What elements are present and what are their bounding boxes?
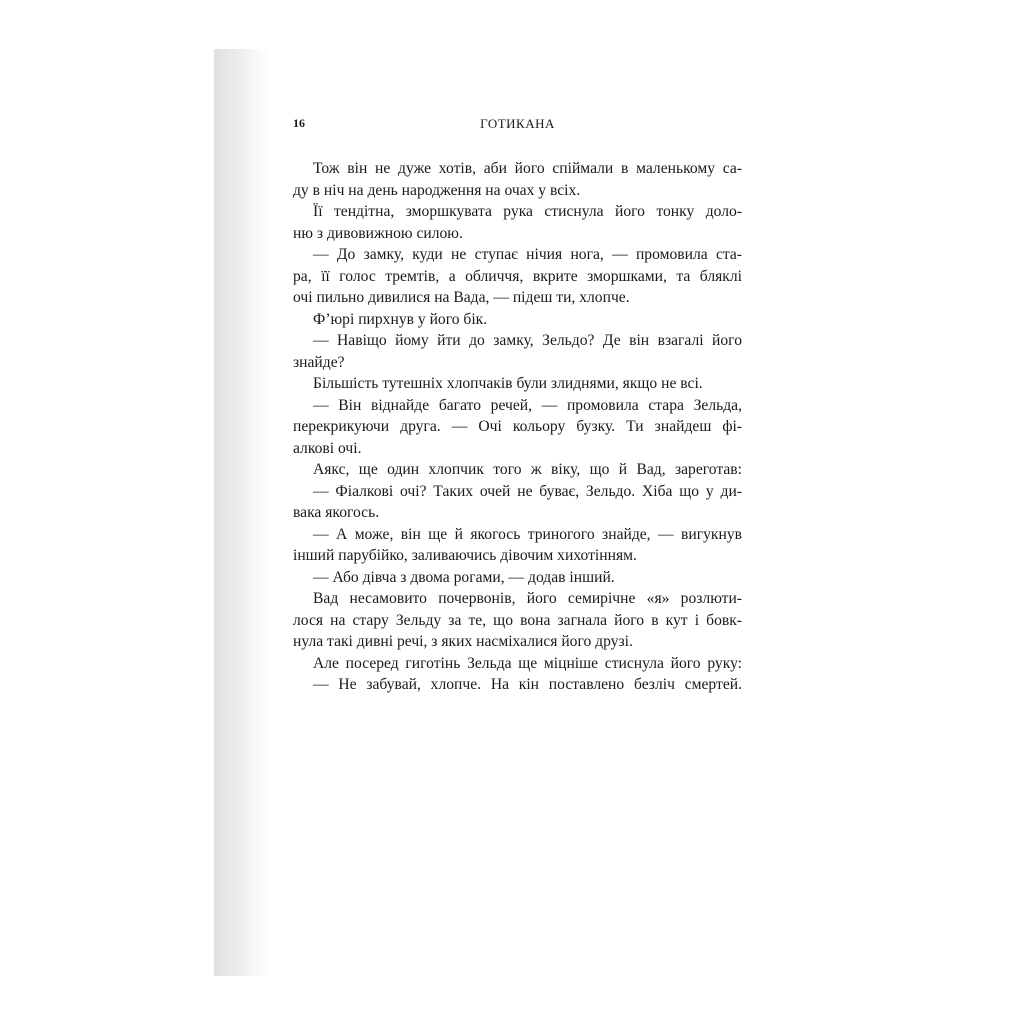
text-line: вака якогось. bbox=[293, 504, 380, 521]
running-title: ГОТИКАНА bbox=[480, 116, 555, 131]
text-line: Тож він не дуже хотів, аби його спіймали в маленькому са- bbox=[313, 160, 742, 177]
text-line: алкові очі. bbox=[293, 439, 362, 457]
text-line: — Або дівча з двома рогами, — додав інший. bbox=[313, 568, 615, 586]
text-line: знайде? bbox=[293, 353, 345, 371]
text-line: ню з дивовижною силою. bbox=[293, 224, 463, 242]
text-line: Ф’юрі пирхнув у його бік. bbox=[313, 310, 488, 328]
text-line: — Він віднайде багато речей, — промовила стара Зельда, bbox=[313, 396, 742, 414]
text-line: — Фіалкові очі? Таких очей не буває, Зельдо. Хіба що у ди- bbox=[313, 482, 742, 500]
text-line: перекрикуючи друга. — Очі кольору бузку. Ти знайдеш фі- bbox=[293, 418, 742, 435]
text-line: інший парубійко, заливаючись дівочим хихотінням. bbox=[293, 547, 637, 564]
text-line: — Не забувай, хлопче. На кін поставлено безліч смертей. bbox=[313, 676, 742, 693]
text-line: Вад несамовито почервонів, його семирічне «я» розлюти- bbox=[313, 590, 742, 607]
body-text bbox=[293, 158, 742, 696]
text-line: очі пильно дивилися на Вада, — підеш ти, хлопче. bbox=[293, 289, 630, 306]
text-line: — Навіщо йому йти до замку, Зельдо? Де він взагалі його bbox=[313, 332, 742, 349]
page-header bbox=[293, 116, 742, 134]
text-line: лося на стару Зельду за те, що вона загнала його в кут і бовк- bbox=[293, 611, 742, 629]
text-line: Більшість тутешніх хлопчаків були злиднями, якщо не всі. bbox=[313, 375, 703, 392]
text-line: нула такі дивні речі, з яких насміхалися його друзі. bbox=[293, 633, 633, 650]
text-line: Аякс, ще один хлопчик того ж віку, що й Вад, зареготав: bbox=[313, 461, 742, 478]
text-line: — А може, він ще й якогось триногого знайде, — вигукнув bbox=[313, 525, 742, 543]
text-line: ра, її голос тремтів, а обличчя, вкрите зморшками, та бляклі bbox=[293, 267, 742, 285]
text-line: Її тендітна, зморшкувата рука стиснула його тонку доло- bbox=[313, 203, 742, 220]
text-line: Але посеред гиготінь Зельда ще міцніше стиснула його руку: bbox=[313, 654, 742, 672]
page-number: 16 bbox=[293, 116, 305, 130]
text-line: ду в ніч на день народження на очах у всіх. bbox=[293, 181, 581, 199]
text-line: — До замку, куди не ступає нічия нога, — промовила ста- bbox=[313, 246, 742, 263]
